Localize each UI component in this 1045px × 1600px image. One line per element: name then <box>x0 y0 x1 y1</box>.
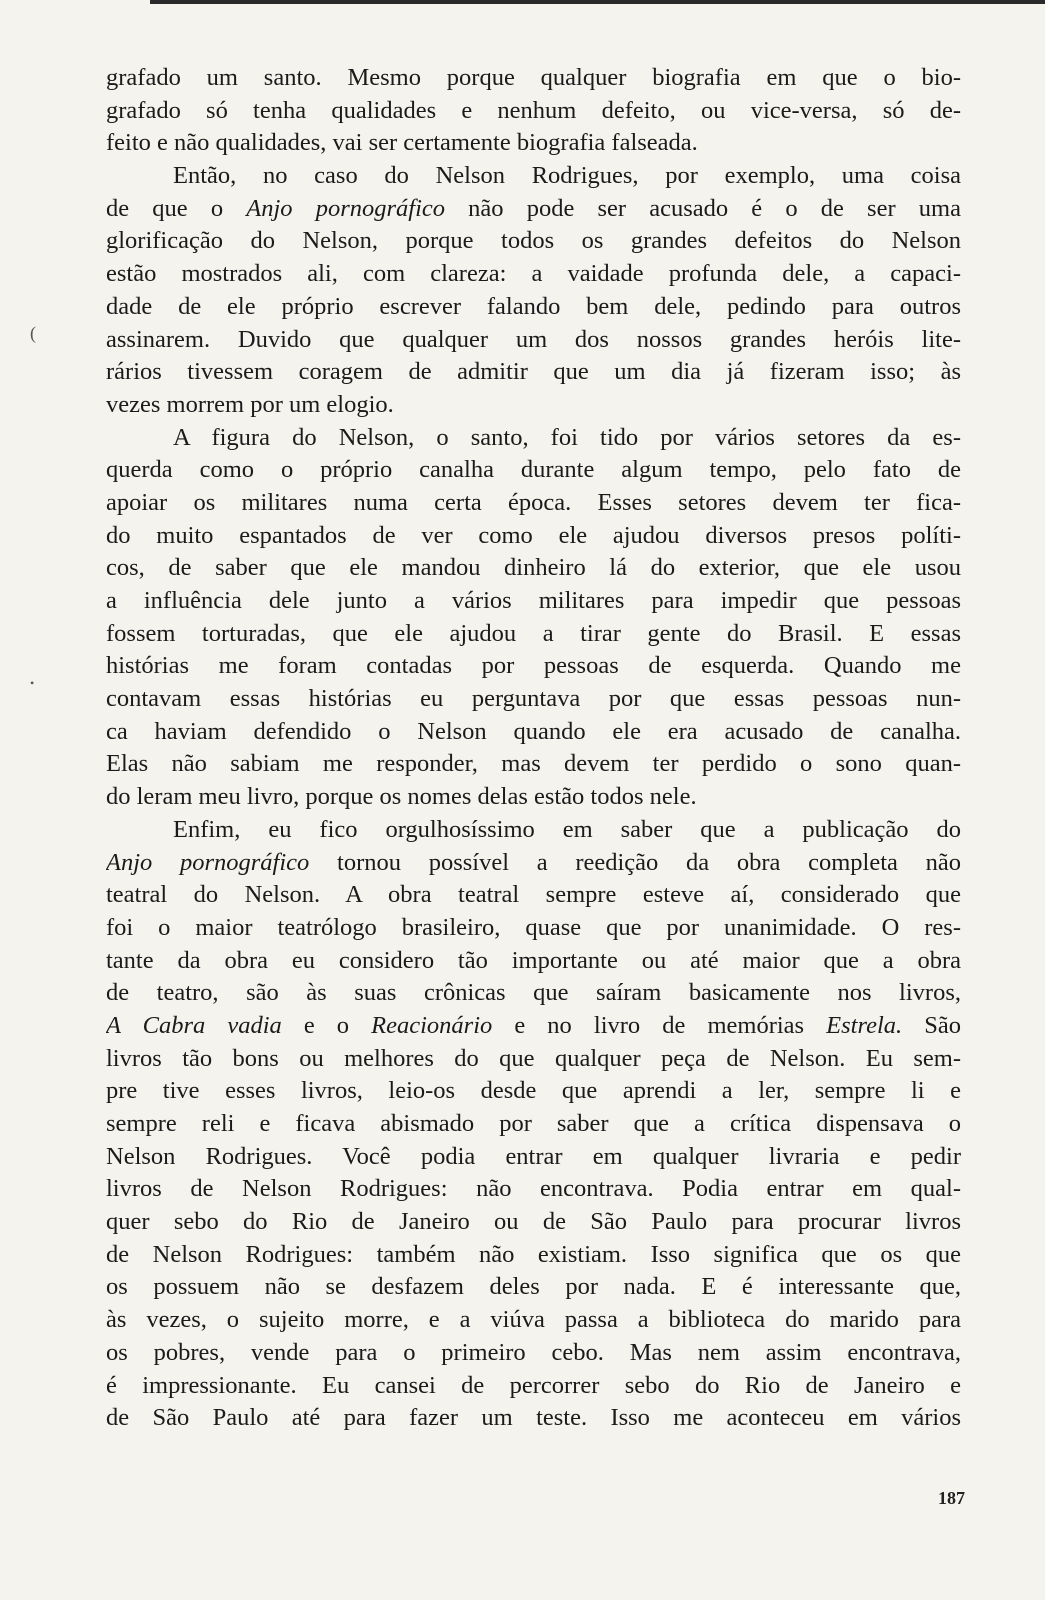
text-line <box>106 1370 961 1403</box>
text-line <box>106 618 961 651</box>
text-segment: a influência dele junto a vários militares para impedir que pessoas <box>106 587 961 614</box>
body-text <box>106 62 961 1435</box>
text-line <box>106 520 961 553</box>
text-segment: é impressionante. Eu cansei de percorrer sebo do Rio de Janeiro e <box>106 1371 961 1399</box>
text-segment: Então, no caso do Nelson Rodrigues, por exemplo, uma coisa <box>173 162 961 190</box>
text-segment: às vezes, o sujeito morre, e a viúva passa a biblioteca do marido para <box>106 1306 961 1334</box>
text-line <box>106 1043 961 1076</box>
text-segment: Elas não sabiam me responder, mas devem ter perdido o sono quan- <box>106 750 961 778</box>
text-line <box>106 1239 961 1272</box>
text-segment: tante da obra eu considero tão importante ou até maior que a obra <box>106 946 961 974</box>
text-segment: livros de Nelson Rodrigues: não encontrava. Podia entrar em qual- <box>106 1175 961 1203</box>
text-line <box>106 225 961 258</box>
text-segment: assinarem. Duvido que qualquer um dos nossos grandes heróis lite- <box>106 325 961 353</box>
text-segment: Enfim, eu fico orgulhosíssimo em saber que a publicação do <box>173 815 961 843</box>
text-line <box>106 1206 961 1239</box>
text-line <box>106 552 961 585</box>
text-segment: teatral do Nelson. A obra teatral sempre esteve aí, considerado que <box>106 881 961 909</box>
text-line <box>106 650 961 683</box>
italic-title: Anjo pornográfico <box>246 194 445 222</box>
text-line <box>106 160 961 193</box>
text-segment: do leram meu livro, porque os nomes delas estão todos nele. <box>106 783 697 811</box>
top-border-rule <box>150 0 1045 4</box>
text-segment: de Nelson Rodrigues: também não existiam. Isso significa que os que <box>106 1240 961 1268</box>
italic-title: A Cabra vadia <box>106 1011 282 1039</box>
text-line <box>106 748 961 781</box>
text-segment: sempre reli e ficava abismado por saber que a crítica dispensava o <box>106 1110 961 1137</box>
text-line <box>106 1141 961 1174</box>
text-line <box>106 912 961 945</box>
text-segment: do muito espantados de ver como ele ajudou diversos presos políti- <box>106 521 961 549</box>
text-segment: apoiar os militares numa certa época. Esses setores devem ter fica- <box>106 488 961 516</box>
text-segment: estão mostrados ali, com clareza: a vaidade profunda dele, a capaci- <box>106 260 961 288</box>
margin-dot-mark: • <box>30 676 35 690</box>
text-segment: vezes morrem por um elogio. <box>106 390 394 418</box>
text-segment: os possuem não se desfazem deles por nada. E é interessante que, <box>106 1273 961 1301</box>
text-segment: quer sebo do Rio de Janeiro ou de São Paulo para procurar livros <box>106 1208 961 1236</box>
text-segment: os pobres, vende para o primeiro cebo. Mas nem assim encontrava, <box>106 1338 961 1366</box>
text-line <box>106 683 961 716</box>
text-line <box>106 291 961 324</box>
text-segment: não pode ser acusado é o de ser uma <box>445 194 961 222</box>
text-line <box>106 879 961 912</box>
text-line <box>106 585 961 618</box>
text-segment: livros tão bons ou melhores do que qualquer peça de Nelson. Eu sem- <box>106 1044 961 1072</box>
text-segment: e no livro de memórias <box>492 1011 827 1039</box>
italic-title: Anjo pornográfico <box>106 848 310 876</box>
text-line <box>106 95 961 128</box>
text-line <box>106 814 961 847</box>
text-line <box>106 847 961 880</box>
text-line <box>106 1173 961 1206</box>
text-segment: de São Paulo até para fazer um teste. Isso me aconteceu em vários <box>106 1404 961 1432</box>
text-segment: ca haviam defendido o Nelson quando ele era acusado de canalha. <box>106 717 961 745</box>
text-line <box>106 1402 961 1435</box>
text-segment: rários tivessem coragem de admitir que um dia já fizeram isso; às <box>106 358 961 386</box>
text-segment: pre tive esses livros, leio-os desde que aprendi a ler, sempre li e <box>106 1077 961 1105</box>
text-segment: de que o <box>106 194 247 222</box>
text-segment: Nelson Rodrigues. Você podia entrar em qualquer livraria e pedir <box>106 1142 961 1170</box>
text-line <box>106 1075 961 1108</box>
text-line <box>106 977 961 1010</box>
text-line <box>106 62 961 95</box>
text-segment: feito e não qualidades, vai ser certamente biografia falseada. <box>106 129 698 157</box>
text-line <box>106 945 961 978</box>
text-segment: tornou possível a reedição da obra completa não <box>309 848 961 876</box>
text-segment: grafado um santo. Mesmo porque qualquer biografia em que o bio- <box>106 64 961 91</box>
text-segment: e o <box>281 1011 372 1039</box>
text-line <box>106 487 961 520</box>
text-segment: dade de ele próprio escrever falando bem dele, pedindo para outros <box>106 292 961 320</box>
text-segment: histórias me foram contadas por pessoas de esquerda. Quando me <box>106 652 961 680</box>
text-line <box>106 193 961 226</box>
text-segment: grafado só tenha qualidades e nenhum defeito, ou vice-versa, só de- <box>106 96 961 124</box>
text-segment: querda como o próprio canalha durante algum tempo, pelo fato de <box>106 456 961 484</box>
text-segment: foi o maior teatrólogo brasileiro, quase que por unanimidade. O res- <box>106 913 961 941</box>
text-line <box>106 1108 961 1141</box>
italic-title: Reacionário <box>371 1011 493 1039</box>
text-segment: fossem torturadas, que ele ajudou a tirar gente do Brasil. E essas <box>106 619 961 647</box>
text-line <box>106 324 961 357</box>
text-line <box>106 258 961 291</box>
margin-pencil-mark: ( <box>30 323 36 343</box>
text-line <box>106 781 961 814</box>
text-line <box>106 454 961 487</box>
text-line <box>106 422 961 455</box>
text-segment: A figura do Nelson, o santo, foi tido por vários setores da es- <box>173 423 961 451</box>
text-line <box>106 1304 961 1337</box>
text-line <box>106 1337 961 1370</box>
page-number: 187 <box>938 1488 965 1508</box>
text-line <box>106 356 961 389</box>
text-segment: de teatro, são às suas crônicas que saíram basicamente nos livros, <box>106 979 961 1007</box>
text-line <box>106 127 961 160</box>
text-segment: contavam essas histórias eu perguntava por que essas pessoas nun- <box>106 685 961 713</box>
text-line <box>106 1271 961 1304</box>
text-segment: cos, de saber que ele mandou dinheiro lá do exterior, que ele usou <box>106 554 961 582</box>
text-line <box>106 716 961 749</box>
italic-title: Estrela. <box>826 1011 903 1039</box>
text-line <box>106 1010 961 1043</box>
text-segment: São <box>902 1011 961 1039</box>
text-line <box>106 389 961 422</box>
text-segment: glorificação do Nelson, porque todos os grandes defeitos do Nelson <box>106 227 961 255</box>
